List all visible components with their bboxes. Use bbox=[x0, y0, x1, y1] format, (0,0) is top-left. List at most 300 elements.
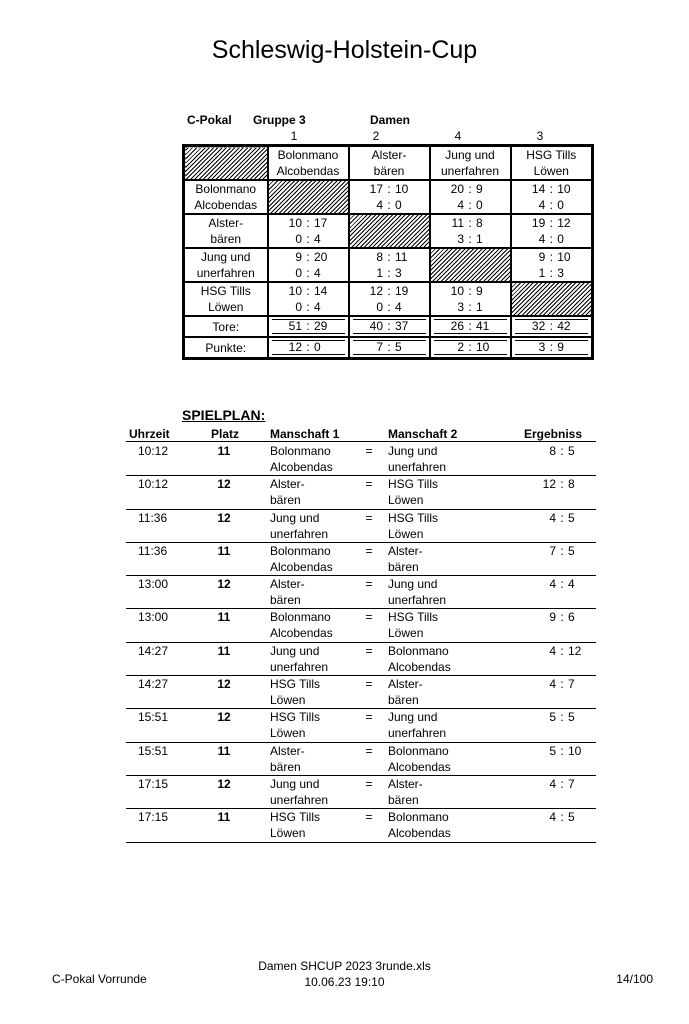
game-row bbox=[126, 709, 596, 742]
team1-line2: Löwen bbox=[270, 726, 306, 741]
game-time: 15:51 bbox=[138, 743, 169, 758]
points-total-cell bbox=[511, 337, 593, 359]
points-total-cell bbox=[349, 337, 430, 359]
game-team1 bbox=[270, 576, 360, 608]
team-name-line2: unerfahren bbox=[196, 266, 255, 280]
game-row bbox=[126, 476, 596, 509]
points-right: 4 bbox=[395, 300, 402, 314]
points bbox=[269, 265, 348, 281]
points-left: 3 bbox=[457, 300, 464, 314]
game-time: 15:51 bbox=[138, 710, 169, 725]
game-row bbox=[126, 543, 596, 576]
points-right: 3 bbox=[557, 266, 564, 280]
team1-line1: Jung und bbox=[270, 510, 320, 525]
goals-right: 11 bbox=[395, 250, 408, 264]
game-time: 10:12 bbox=[138, 444, 169, 458]
column-number: 1 bbox=[290, 129, 298, 143]
game-separator: = bbox=[365, 643, 373, 658]
team-name-line2: Alcobendas bbox=[276, 164, 340, 178]
goals bbox=[350, 283, 429, 299]
points-left: 1 bbox=[538, 266, 546, 280]
points bbox=[269, 299, 348, 315]
match-cell bbox=[511, 248, 593, 282]
hatched-cell bbox=[430, 248, 511, 282]
game-court: 11 bbox=[217, 444, 231, 458]
goals-total-colon: : bbox=[306, 319, 310, 333]
goals bbox=[431, 181, 510, 197]
result-left: 4 bbox=[549, 510, 556, 525]
points-left: 0 bbox=[295, 266, 302, 280]
game-result bbox=[522, 543, 602, 559]
team1-line1: HSG Tills bbox=[270, 677, 321, 692]
goals-total-colon: : bbox=[549, 319, 553, 333]
team2-line2: bären bbox=[388, 559, 419, 574]
goals-left: 11 bbox=[451, 216, 464, 230]
game-separator: = bbox=[365, 610, 373, 625]
header-team1: Manschaft 1 bbox=[270, 427, 340, 441]
column-number: 3 bbox=[536, 129, 544, 143]
points-left: 4 bbox=[376, 198, 383, 212]
result-right: 6 bbox=[568, 610, 575, 625]
result-right: 10 bbox=[568, 743, 582, 758]
goals bbox=[350, 249, 429, 265]
game-team1 bbox=[270, 476, 360, 508]
goals-left: 20 bbox=[450, 182, 464, 196]
team-name-line2: bären bbox=[210, 232, 242, 246]
game-result bbox=[522, 776, 602, 792]
goals-colon: : bbox=[468, 216, 472, 230]
column-number: 2 bbox=[372, 129, 380, 143]
footer-datetime: 10.06.23 19:10 bbox=[304, 975, 385, 989]
goals-total-left: 40 bbox=[369, 319, 383, 333]
points bbox=[512, 231, 592, 247]
team2-line2: unerfahren bbox=[388, 726, 447, 741]
footer-left: C-Pokal Vorrunde bbox=[52, 972, 147, 986]
points-total-colon: : bbox=[468, 340, 472, 354]
team1-line1: Jung und bbox=[270, 776, 320, 791]
team2-line1: Alster- bbox=[388, 776, 423, 791]
goals bbox=[512, 249, 592, 265]
game-team1 bbox=[270, 709, 360, 741]
game-team1 bbox=[270, 443, 360, 475]
points-right: 3 bbox=[395, 266, 402, 280]
game-team2 bbox=[388, 543, 488, 575]
header-divider bbox=[126, 441, 596, 442]
team2-line1: Alster- bbox=[388, 543, 423, 558]
goals-colon: : bbox=[549, 250, 553, 264]
result-colon: : bbox=[560, 776, 564, 791]
points-colon: : bbox=[306, 266, 310, 280]
goals-total-cell bbox=[430, 316, 511, 337]
match-cell bbox=[430, 180, 511, 214]
result-colon: : bbox=[560, 677, 564, 692]
team1-line2: Löwen bbox=[270, 693, 306, 708]
game-time: 11:36 bbox=[138, 510, 168, 525]
goals-left: 8 bbox=[376, 250, 383, 264]
game-court: 12 bbox=[217, 577, 231, 592]
points-right: 0 bbox=[395, 198, 402, 212]
goals-total-right: 37 bbox=[395, 319, 409, 333]
goals-left: 17 bbox=[369, 182, 383, 196]
team-name-line2: Löwen bbox=[533, 164, 569, 178]
cross-header-row bbox=[184, 146, 593, 181]
match-cell bbox=[349, 282, 430, 316]
match-cell bbox=[268, 214, 349, 248]
team1-line2: bären bbox=[270, 493, 301, 508]
goals-right: 10 bbox=[557, 250, 571, 264]
game-team2 bbox=[388, 809, 488, 841]
footer-center bbox=[0, 958, 689, 990]
goals-total-label: Tore: bbox=[184, 316, 268, 337]
points bbox=[350, 265, 429, 281]
points-total-label: Punkte: bbox=[184, 337, 268, 359]
goals-left: 14 bbox=[531, 182, 546, 196]
points-right: 0 bbox=[557, 198, 564, 212]
points-left: 1 bbox=[376, 266, 383, 280]
points bbox=[350, 299, 429, 315]
goals-colon: : bbox=[306, 216, 310, 230]
points-total-colon: : bbox=[306, 340, 310, 354]
points-right: 0 bbox=[557, 232, 564, 246]
game-team1 bbox=[270, 609, 360, 641]
game-team2 bbox=[388, 743, 488, 775]
game-separator: = bbox=[365, 710, 373, 725]
team1-line2: bären bbox=[270, 759, 301, 774]
game-time: 14:27 bbox=[138, 643, 169, 658]
team2-line2: Löwen bbox=[388, 526, 424, 541]
result-right: 4 bbox=[568, 577, 575, 592]
points-total bbox=[434, 340, 507, 355]
points-total-right: 0 bbox=[314, 340, 321, 354]
team1-line2: unerfahren bbox=[270, 659, 329, 674]
goals-colon: : bbox=[468, 182, 472, 196]
result-left: 9 bbox=[549, 610, 556, 625]
goals-left: 19 bbox=[531, 216, 546, 230]
team1-line2: bären bbox=[270, 593, 301, 608]
game-row bbox=[126, 776, 596, 809]
goals-total-cell bbox=[349, 316, 430, 337]
game-result bbox=[522, 643, 602, 659]
cross-team-row bbox=[184, 282, 593, 316]
team2-line2: Alcobendas bbox=[388, 826, 451, 841]
game-court: 11 bbox=[217, 610, 231, 625]
cross-team-row bbox=[184, 248, 593, 282]
goals-colon: : bbox=[549, 216, 553, 230]
team1-line1: HSG Tills bbox=[270, 710, 321, 725]
team2-line2: bären bbox=[388, 792, 419, 807]
result-right: 8 bbox=[568, 477, 575, 492]
result-colon: : bbox=[560, 543, 564, 558]
team2-line2: unerfahren bbox=[388, 460, 447, 474]
team1-line2: Alcobendas bbox=[270, 559, 333, 574]
team2-line1: Bolonmano bbox=[388, 743, 449, 758]
game-result bbox=[522, 676, 602, 692]
game-result bbox=[522, 709, 602, 725]
game-row bbox=[126, 809, 596, 842]
game-court: 11 bbox=[217, 743, 231, 758]
goals bbox=[350, 181, 429, 197]
hatched-corner bbox=[184, 146, 268, 181]
game-team1 bbox=[270, 510, 360, 542]
goals bbox=[512, 181, 592, 197]
team2-line1: Jung und bbox=[388, 710, 438, 725]
goals-right: 9 bbox=[476, 284, 483, 298]
game-time: 11:36 bbox=[138, 543, 168, 558]
team1-line1: Bolonmano bbox=[270, 543, 331, 558]
points-right: 4 bbox=[314, 232, 321, 246]
goals-total-colon: : bbox=[468, 319, 472, 333]
points-total-cell bbox=[430, 337, 511, 359]
cross-table bbox=[182, 144, 594, 360]
goals-total-left: 51 bbox=[288, 319, 302, 333]
goals-left: 10 bbox=[288, 284, 302, 298]
team1-line2: Alcobendas bbox=[270, 626, 333, 641]
game-row bbox=[126, 743, 596, 776]
goals-right: 14 bbox=[314, 284, 328, 298]
game-team2 bbox=[388, 576, 488, 608]
column-team-header bbox=[349, 146, 430, 181]
team2-line1: Bolonmano bbox=[388, 810, 449, 825]
points-total-row bbox=[184, 337, 593, 359]
points-colon: : bbox=[549, 266, 553, 280]
points-colon: : bbox=[387, 198, 391, 212]
match-cell bbox=[511, 214, 593, 248]
game-row bbox=[126, 609, 596, 642]
game-result bbox=[522, 476, 602, 492]
goals-left: 9 bbox=[295, 250, 302, 264]
points-total-cell bbox=[268, 337, 349, 359]
goals-colon: : bbox=[387, 284, 391, 298]
team2-line2: Alcobendas bbox=[388, 759, 451, 774]
result-colon: : bbox=[560, 743, 564, 758]
game-time: 10:12 bbox=[138, 477, 169, 492]
team-name-line1: HSG Tills bbox=[526, 148, 577, 162]
goals bbox=[269, 283, 348, 299]
goals-total-colon: : bbox=[387, 319, 391, 333]
team-name-line1: Bolonmano bbox=[277, 148, 339, 162]
game-result bbox=[522, 443, 602, 459]
goals-total-left: 26 bbox=[450, 319, 464, 333]
result-right: 5 bbox=[568, 510, 575, 525]
game-team1 bbox=[270, 676, 360, 708]
goals-left: 10 bbox=[450, 284, 464, 298]
result-colon: : bbox=[560, 643, 564, 658]
row-team-header bbox=[184, 282, 268, 316]
points-total-left: 3 bbox=[538, 340, 546, 354]
points-total-colon: : bbox=[387, 340, 391, 354]
team-name-line2: unerfahren bbox=[440, 164, 500, 178]
header-court: Platz bbox=[211, 427, 240, 441]
result-left: 4 bbox=[549, 643, 556, 658]
result-left: 4 bbox=[549, 677, 556, 692]
points-colon: : bbox=[387, 266, 391, 280]
points-total bbox=[353, 340, 426, 355]
team1-line1: Bolonmano bbox=[270, 444, 331, 458]
points-total bbox=[515, 340, 589, 355]
points-total bbox=[272, 340, 345, 355]
points bbox=[512, 265, 592, 281]
result-left: 4 bbox=[549, 577, 556, 592]
game-row bbox=[126, 443, 596, 476]
match-cell bbox=[268, 248, 349, 282]
team-name-line1: Jung und bbox=[201, 250, 251, 264]
team-name-line1: HSG Tills bbox=[200, 284, 251, 298]
game-time: 13:00 bbox=[138, 610, 169, 625]
game-separator: = bbox=[365, 577, 373, 592]
match-cell bbox=[268, 282, 349, 316]
result-left: 8 bbox=[549, 444, 556, 458]
game-time: 13:00 bbox=[138, 577, 169, 592]
cross-team-row bbox=[184, 180, 593, 214]
team1-line1: Jung und bbox=[270, 643, 320, 658]
match-cell bbox=[349, 180, 430, 214]
goals-colon: : bbox=[387, 250, 391, 264]
goals-total-row bbox=[184, 316, 593, 337]
points-colon: : bbox=[468, 198, 472, 212]
team1-line1: Alster- bbox=[270, 577, 305, 592]
team-name-line1: Alster- bbox=[371, 148, 407, 162]
game-row bbox=[126, 576, 596, 609]
match-cell bbox=[511, 180, 593, 214]
game-result bbox=[522, 510, 602, 526]
game-separator: = bbox=[365, 510, 373, 525]
team1-line1: Bolonmano bbox=[270, 610, 331, 625]
category-label: Damen bbox=[370, 113, 411, 127]
column-team-header bbox=[430, 146, 511, 181]
team2-line1: HSG Tills bbox=[388, 510, 439, 525]
header-time: Uhrzeit bbox=[129, 427, 170, 441]
header-result: Ergebniss bbox=[524, 427, 583, 441]
team2-line1: Bolonmano bbox=[388, 643, 449, 658]
goals-left: 10 bbox=[288, 216, 302, 230]
row-team-header bbox=[184, 180, 268, 214]
points-right: 0 bbox=[476, 198, 483, 212]
goals-colon: : bbox=[468, 284, 472, 298]
result-colon: : bbox=[560, 710, 564, 725]
points-right: 1 bbox=[476, 300, 483, 314]
game-team1 bbox=[270, 776, 360, 808]
result-left: 7 bbox=[549, 543, 556, 558]
points bbox=[431, 231, 510, 247]
goals bbox=[512, 215, 592, 231]
game-separator: = bbox=[365, 677, 373, 692]
points bbox=[350, 197, 429, 213]
header-team2: Manschaft 2 bbox=[388, 427, 458, 441]
hatched-cell bbox=[511, 282, 593, 316]
points bbox=[512, 197, 592, 213]
team2-line1: Alster- bbox=[388, 677, 423, 692]
game-result bbox=[522, 576, 602, 592]
team1-line1: HSG Tills bbox=[270, 810, 321, 825]
points-colon: : bbox=[306, 300, 310, 314]
team2-line2: bären bbox=[388, 693, 419, 708]
result-right: 12 bbox=[568, 643, 582, 658]
game-separator: = bbox=[365, 776, 373, 791]
game-row bbox=[126, 643, 596, 676]
match-cell bbox=[430, 214, 511, 248]
goals bbox=[431, 215, 510, 231]
team2-line2: unerfahren bbox=[388, 593, 447, 608]
team-name-line2: Alcobendas bbox=[194, 198, 258, 212]
points-total-colon: : bbox=[549, 340, 553, 354]
page-title: Schleswig-Holstein-Cup bbox=[211, 36, 478, 64]
row-team-header bbox=[184, 214, 268, 248]
result-right: 7 bbox=[568, 677, 575, 692]
team-name-line1: Alster- bbox=[208, 216, 244, 230]
points-colon: : bbox=[549, 198, 553, 212]
game-row bbox=[126, 676, 596, 709]
game-court: 12 bbox=[217, 710, 231, 725]
game-team1 bbox=[270, 543, 360, 575]
team1-line2: unerfahren bbox=[270, 526, 329, 541]
match-cell bbox=[430, 282, 511, 316]
row-team-header bbox=[184, 248, 268, 282]
result-right: 5 bbox=[568, 810, 575, 825]
goals bbox=[269, 249, 348, 265]
team-name-line2: bären bbox=[373, 164, 405, 178]
game-row bbox=[126, 510, 596, 543]
footer-file: Damen SHCUP 2023 3runde.xls bbox=[258, 959, 431, 973]
points-colon: : bbox=[387, 300, 391, 314]
column-number: 4 bbox=[454, 129, 462, 143]
team1-line1: Alster- bbox=[270, 477, 305, 492]
game-team2 bbox=[388, 476, 488, 508]
points-right: 4 bbox=[314, 300, 321, 314]
goals-right: 10 bbox=[557, 182, 571, 196]
footer-page-number: 14/100 bbox=[616, 972, 653, 986]
points-total-right: 5 bbox=[395, 340, 402, 354]
hatched-cell bbox=[349, 214, 430, 248]
goals-total-cell bbox=[511, 316, 593, 337]
result-right: 5 bbox=[568, 710, 575, 725]
goals-colon: : bbox=[387, 182, 391, 196]
game-court: 11 bbox=[217, 543, 231, 558]
points-left: 0 bbox=[376, 300, 383, 314]
game-team1 bbox=[270, 743, 360, 775]
game-time: 14:27 bbox=[138, 677, 169, 692]
game-separator: = bbox=[365, 477, 373, 492]
team-name-line2: Löwen bbox=[208, 300, 244, 314]
result-right: 5 bbox=[568, 543, 575, 558]
cross-team-row bbox=[184, 214, 593, 248]
group-label: Gruppe 3 bbox=[253, 113, 306, 127]
game-separator: = bbox=[365, 810, 373, 825]
game-team2 bbox=[388, 510, 488, 542]
points-left: 4 bbox=[457, 198, 464, 212]
points-left: 0 bbox=[295, 300, 302, 314]
result-colon: : bbox=[560, 510, 564, 525]
points-colon: : bbox=[468, 300, 472, 314]
goals-right: 19 bbox=[395, 284, 409, 298]
game-court: 12 bbox=[217, 477, 231, 492]
goals-colon: : bbox=[306, 284, 310, 298]
goals-colon: : bbox=[306, 250, 310, 264]
points-total-left: 12 bbox=[288, 340, 302, 354]
goals-total-right: 42 bbox=[557, 319, 571, 333]
points-left: 0 bbox=[295, 232, 302, 246]
game-team2 bbox=[388, 676, 488, 708]
result-colon: : bbox=[560, 444, 564, 458]
points-colon: : bbox=[306, 232, 310, 246]
team2-line2: Löwen bbox=[388, 493, 424, 508]
team1-line2: unerfahren bbox=[270, 792, 329, 807]
game-court: 12 bbox=[217, 677, 231, 692]
game-result bbox=[522, 809, 602, 825]
points-colon: : bbox=[549, 232, 553, 246]
goals-right: 9 bbox=[476, 182, 483, 196]
goals-total-right: 29 bbox=[314, 319, 328, 333]
column-team-header bbox=[511, 146, 593, 181]
